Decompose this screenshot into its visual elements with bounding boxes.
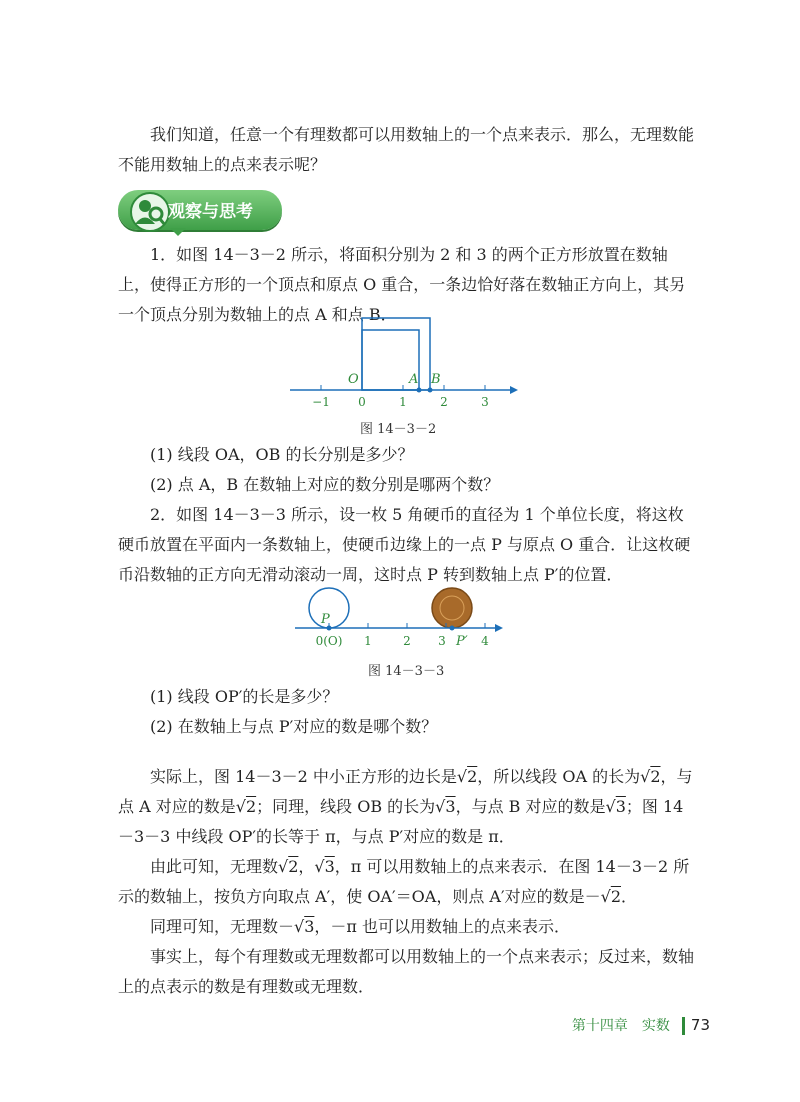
page-number: 73: [690, 1016, 710, 1034]
magnifier-person-icon: [130, 192, 170, 232]
paragraph-therefore: 由此可知，无理数√2，√3，π 可以用数轴上的点来表示．在图 14－3－2 所示的数轴上，按负方向取点 A′，使 OA′＝OA，则点 A′对应的数是－√2．: [118, 857, 690, 906]
tick-label: 0(O): [315, 634, 343, 648]
large-square: [362, 318, 430, 390]
chapter-title: 第十四章 实数: [571, 1018, 670, 1034]
badge-pointer: [170, 228, 186, 236]
tick-label: 3: [438, 634, 446, 648]
tick-label: 2: [403, 634, 411, 648]
tick-label: −1: [312, 395, 330, 409]
point-b-dot: [428, 388, 433, 393]
label-b: B: [431, 372, 441, 387]
label-o: O: [348, 372, 359, 387]
axis-arrow: [510, 386, 518, 394]
tick-label: 4: [481, 634, 489, 648]
question-2: 2．如图 14－3－3 所示，设一枚 5 角硬币的直径为 1 个单位长度，将这枚硬币放置在平面内一条数轴上，使硬币边缘上的一点 P 与原点 O 重合．让这枚硬币沿数轴的正方向无滑动滚动一周，这时点 P 转到数轴上点 P′的位置．: [118, 505, 691, 584]
tick-label: 1: [399, 395, 407, 409]
figure-14-3-3: [290, 585, 520, 655]
tick-label: 2: [440, 395, 448, 409]
observe-think-badge: [118, 190, 282, 230]
question-1: 1．如图 14－3－2 所示，将面积分别为 2 和 3 的两个正方形放置在数轴上，使得正方形的一个顶点和原点 O 重合，一条边恰好落在数轴正方向上，其另一个顶点分别为数轴上的点 A 和点 B．: [118, 245, 686, 324]
label-p: P: [321, 612, 330, 627]
label-a: A: [409, 372, 419, 387]
paragraph-similarly: 同理可知，无理数－√3，－π 也可以用数轴上的点来表示．: [150, 917, 570, 936]
page-footer: [572, 1015, 710, 1035]
point-pprime-dot: [450, 626, 455, 631]
q1-sub1: (1) 线段 OA，OB 的长分别是多少？: [150, 445, 414, 464]
tick-label: 0: [358, 395, 366, 409]
label-pprime: P′: [456, 634, 468, 649]
q2-sub1: (1) 线段 OP′的长是多少？: [150, 687, 339, 706]
tick-label: 3: [481, 395, 489, 409]
q1-sub2: (2) 点 A，B 在数轴上对应的数分别是哪两个数？: [150, 475, 500, 494]
figure-caption-2: 图 14－3－3: [368, 664, 445, 679]
paragraph-actually: 实际上，图 14－3－2 中小正方形的边长是√2，所以线段 OA 的长为√2，与点 A 对应的数是√2；同理，线段 OB 的长为√3，与点 B 对应的数是√3；图 14－3－3 中线段 OP′的长等于 π，与点 P′对应的数是 π．: [118, 767, 693, 846]
intro-paragraph: 我们知道，任意一个有理数都可以用数轴上的一个点来表示．那么，无理数能不能用数轴上的点来表示呢？: [118, 125, 695, 174]
coin-image: [432, 588, 472, 628]
footer-divider: [682, 1017, 685, 1035]
point-a-dot: [417, 388, 422, 393]
figure-caption-1: 图 14－3－2: [360, 422, 437, 437]
q2-sub2: (2) 在数轴上与点 P′对应的数是哪个数？: [150, 717, 438, 736]
paragraph-in-fact: 事实上，每个有理数或无理数都可以用数轴上的一个点来表示；反过来，数轴上的点表示的数是有理数或无理数．: [118, 947, 695, 996]
badge-label: 观察与思考: [168, 202, 253, 222]
figure-14-3-2: [280, 310, 520, 410]
tick-label: 1: [364, 634, 372, 648]
axis-arrow: [495, 624, 503, 632]
